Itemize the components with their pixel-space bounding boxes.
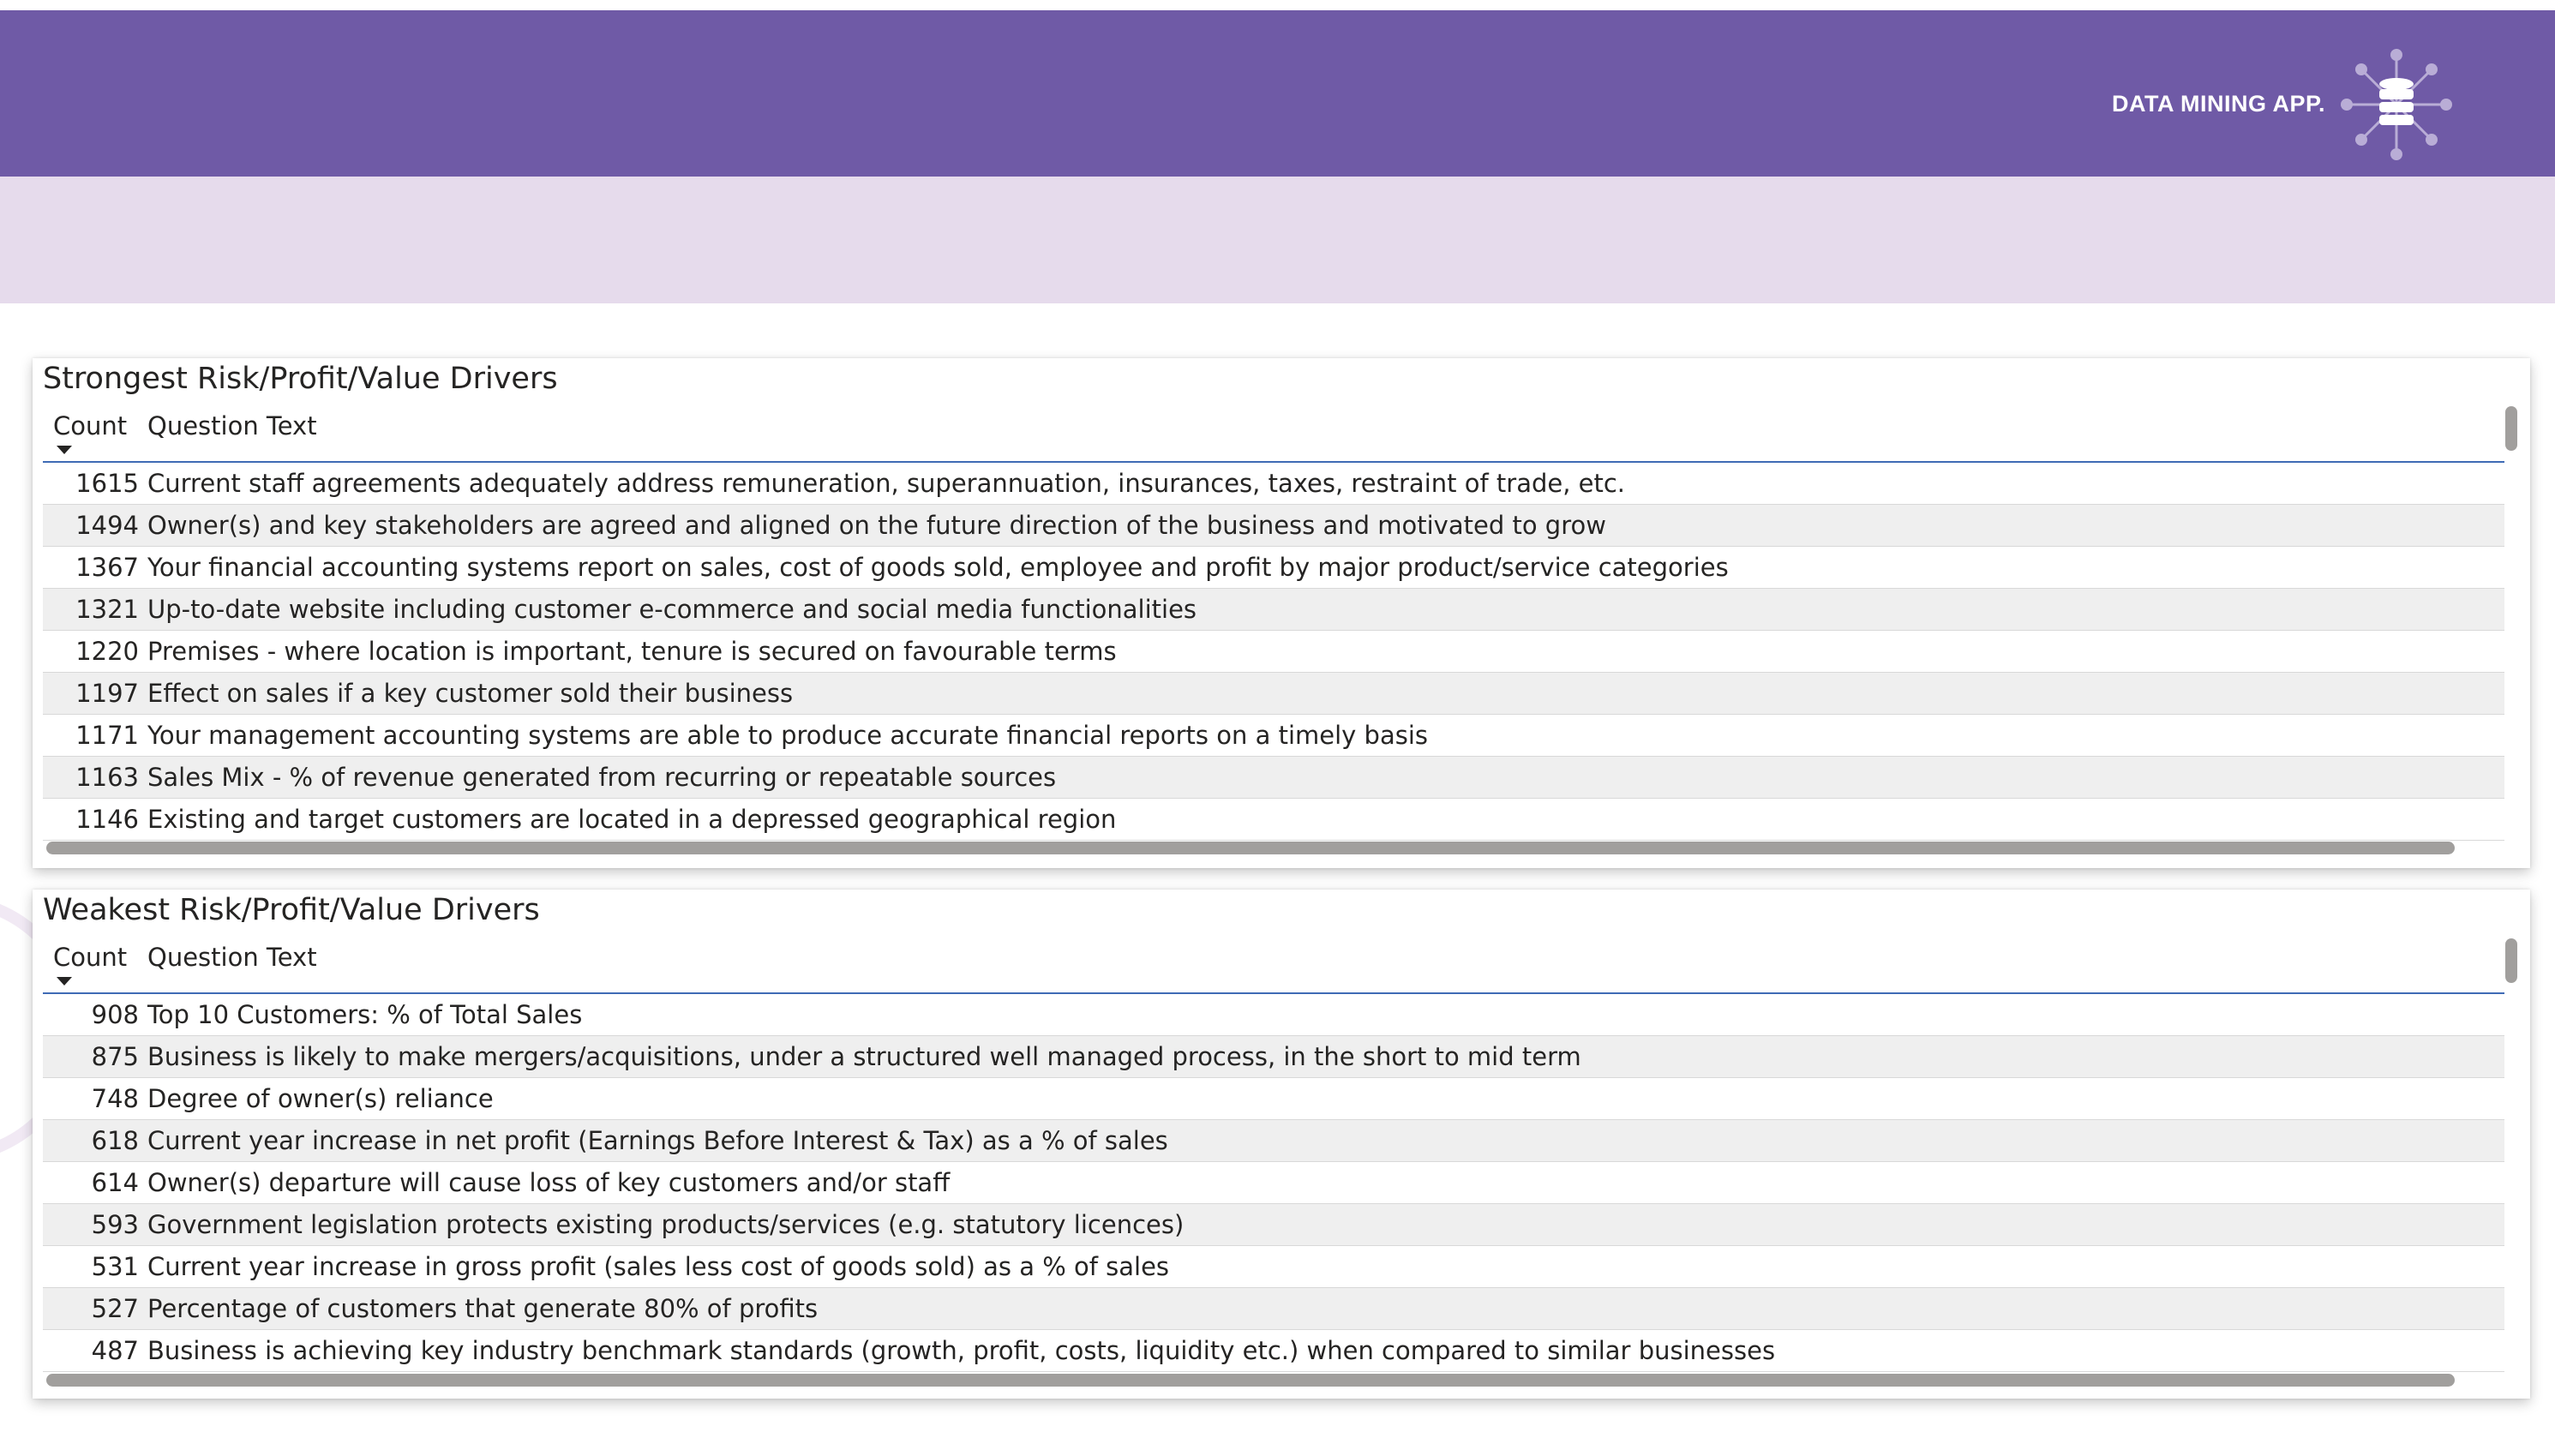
table-row[interactable]	[43, 1162, 2504, 1204]
filter-band	[0, 177, 2555, 303]
table-row[interactable]	[43, 715, 2504, 757]
table-row[interactable]	[43, 505, 2504, 547]
count-cell: 618	[91, 1126, 139, 1155]
count-cell: 908	[91, 1000, 139, 1029]
sort-descending-icon[interactable]	[57, 977, 72, 986]
table-row[interactable]	[43, 799, 2504, 841]
count-cell: 487	[91, 1336, 139, 1365]
question-text-cell: Effect on sales if a key customer sold their business	[147, 679, 794, 708]
count-cell: 1146	[75, 805, 139, 834]
count-column-header[interactable]: Count	[53, 411, 128, 440]
question-text-column-header[interactable]: Question Text	[147, 943, 317, 972]
question-text-cell: Owner(s) and key stakeholders are agreed and aligned on the future direction of the business and motivated to grow	[147, 511, 1606, 540]
question-text-cell: Business is likely to make mergers/acquisitions, under a structured well managed process, in the short to mid term	[147, 1042, 1581, 1071]
table-row[interactable]	[43, 1036, 2504, 1078]
horizontal-scrollbar[interactable]	[46, 1374, 2455, 1387]
sort-descending-icon[interactable]	[57, 446, 72, 454]
question-text-cell: Current year increase in gross profit (sales less cost of goods sold) as a % of sales	[147, 1252, 1170, 1281]
table-row[interactable]	[43, 463, 2504, 505]
question-text-cell: Current staff agreements adequately address remuneration, superannuation, insurances, taxes, restraint of trade, etc.	[147, 469, 1626, 498]
question-text-column-header[interactable]: Question Text	[147, 411, 317, 440]
count-cell: 1163	[75, 763, 139, 792]
count-column-header[interactable]: Count	[53, 943, 128, 972]
database-network-icon	[2338, 46, 2455, 163]
count-cell: 614	[91, 1168, 139, 1197]
table-row[interactable]	[43, 1120, 2504, 1162]
count-cell: 1367	[75, 553, 139, 582]
question-text-cell: Government legislation protects existing products/services (e.g. statutory licences)	[147, 1210, 1185, 1239]
question-text-cell: Top 10 Customers: % of Total Sales	[147, 1000, 583, 1029]
table-body	[43, 463, 2504, 841]
vertical-scrollbar[interactable]	[2505, 938, 2517, 983]
question-text-cell: Current year increase in net profit (Earnings Before Interest & Tax) as a % of sales	[147, 1126, 1168, 1155]
count-cell: 748	[91, 1084, 139, 1113]
question-text-cell: Existing and target customers are located in a depressed geographical region	[147, 805, 1117, 834]
count-cell: 1494	[75, 511, 139, 540]
table-row[interactable]	[43, 757, 2504, 799]
table-row[interactable]	[43, 589, 2504, 631]
table-body	[43, 994, 2504, 1372]
count-cell: 1171	[75, 721, 139, 750]
table-row[interactable]	[43, 631, 2504, 673]
table-row[interactable]	[43, 1246, 2504, 1288]
brand-title: DATA MINING APP.	[2111, 91, 2325, 117]
table-row[interactable]	[43, 1330, 2504, 1372]
weakest-drivers-title: Weakest Risk/Profit/Value Drivers	[43, 893, 540, 927]
question-text-cell: Premises - where location is important, tenure is secured on favourable terms	[147, 637, 1117, 666]
table-row[interactable]	[43, 547, 2504, 589]
count-cell: 527	[91, 1294, 139, 1323]
table-row[interactable]	[43, 994, 2504, 1036]
question-text-cell: Degree of owner(s) reliance	[147, 1084, 494, 1113]
question-text-cell: Your financial accounting systems report on sales, cost of goods sold, employee and profit by major product/service categories	[147, 553, 1729, 582]
question-text-cell: Owner(s) departure will cause loss of key customers and/or staff	[147, 1168, 951, 1197]
horizontal-scrollbar[interactable]	[46, 842, 2455, 854]
count-cell: 1321	[75, 595, 139, 624]
strongest-drivers-title: Strongest Risk/Profit/Value Drivers	[43, 362, 558, 396]
question-text-cell: Business is achieving key industry benchmark standards (growth, profit, costs, liquidity etc.) when compared to similar businesses	[147, 1336, 1776, 1365]
table-row[interactable]	[43, 1204, 2504, 1246]
table-row[interactable]	[43, 1078, 2504, 1120]
question-text-cell: Sales Mix - % of revenue generated from recurring or repeatable sources	[147, 763, 1057, 792]
count-cell: 593	[91, 1210, 139, 1239]
count-cell: 1220	[75, 637, 139, 666]
header-bar	[0, 10, 2555, 177]
count-cell: 875	[91, 1042, 139, 1071]
question-text-cell: Up-to-date website including customer e-commerce and social media functionalities	[147, 595, 1197, 624]
count-cell: 1197	[75, 679, 139, 708]
table-row[interactable]	[43, 673, 2504, 715]
question-text-cell: Percentage of customers that generate 80% of profits	[147, 1294, 819, 1323]
count-cell: 1615	[75, 469, 139, 498]
vertical-scrollbar[interactable]	[2505, 406, 2517, 451]
question-text-cell: Your management accounting systems are able to produce accurate financial reports on a timely basis	[147, 721, 1428, 750]
table-row[interactable]	[43, 1288, 2504, 1330]
strongest-drivers-table	[33, 358, 2530, 868]
count-cell: 531	[91, 1252, 139, 1281]
weakest-drivers-table	[33, 890, 2530, 1399]
